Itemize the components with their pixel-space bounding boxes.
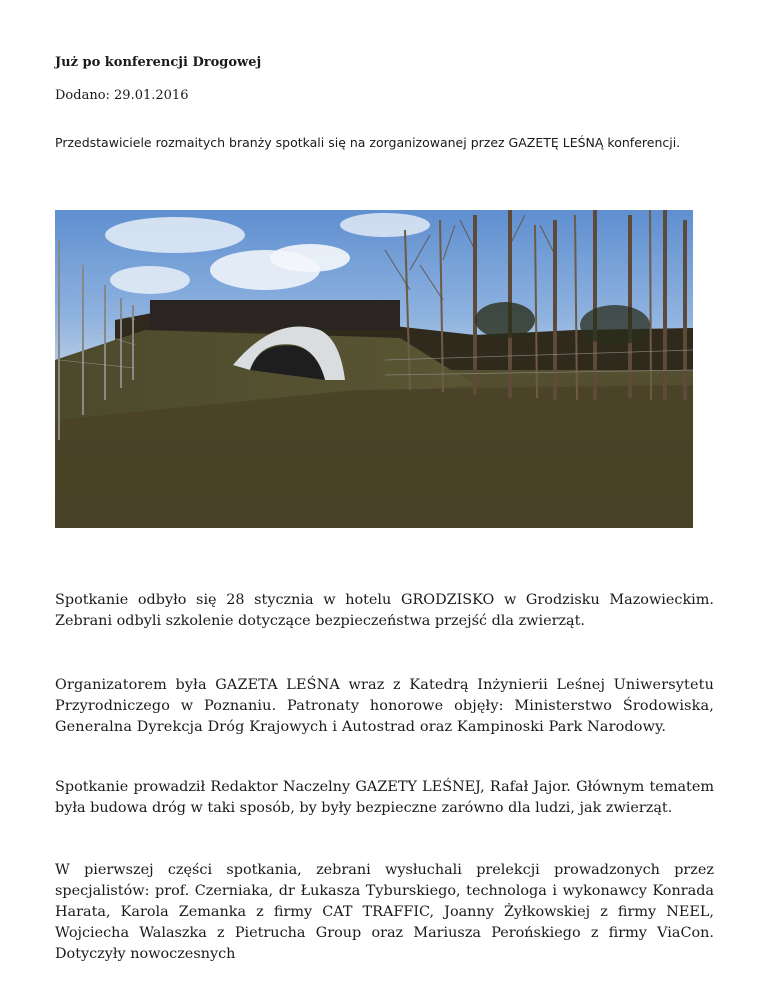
article-title: Już po konferencji Drogowej [55, 55, 262, 70]
wildlife-overpass-photo [55, 210, 693, 528]
paragraph-4: W pierwszej części spotkania, zebrani wysłuchali prelekcji prowadzonych przez specjalistów: prof. Czerniaka, dr Łukasza Tyburskiego, technologa i wykonawcy Konrada Harata, Karola Zemanka z firmy CAT TRAFFIC, Joanny Żyłkowskiej z firmy NEEL, Wojciecha Walaszka z Pietrucha Group oraz Mariusza Perońskiego z firmy ViaCon. Dotyczyły nowoczesnych [55, 862, 714, 962]
paragraph-3: Spotkanie prowadził Redaktor Naczelny GAZETY LEŚNEJ, Rafał Jajor. Głównym tematem była budowa dróg w taki sposób, by były bezpieczne zarówno dla ludzi, jak zwierząt. [55, 779, 714, 816]
paragraph-2: Organizatorem była GAZETA LEŚNA wraz z Katedrą Inżynierii Leśnej Uniwersytetu Przyrodniczego w Poznaniu. Patronaty honorowe objęły: Ministerstwo Środowiska, Generalna Dyrekcja Dróg Krajowych i Autostrad oraz Kampinoski Park Narodowy. [55, 677, 714, 735]
article-date: Dodano: 29.01.2016 [55, 88, 189, 103]
paragraph-1: Spotkanie odbyło się 28 stycznia w hotelu GRODZISKO w Grodzisku Mazowieckim. Zebrani odbyli szkolenie dotyczące bezpieczeństwa przejść dla zwierząt. [55, 592, 714, 629]
article-lead: Przedstawiciele rozmaitych branży spotkali się na zorganizowanej przez GAZETĘ LEŚNĄ konferencji. [55, 135, 681, 150]
